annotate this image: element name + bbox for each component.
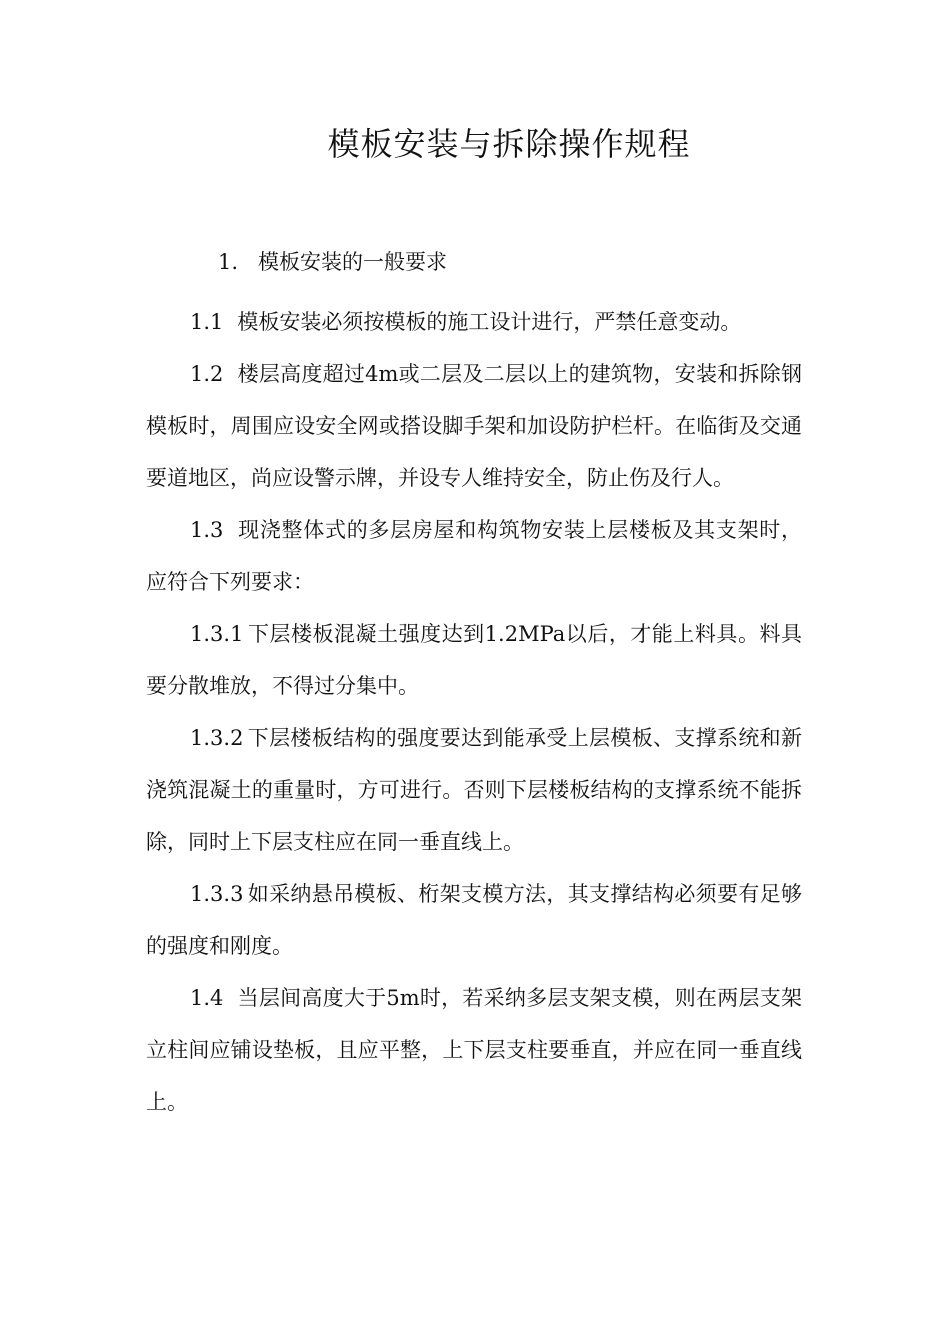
paragraph-1-1 xyxy=(146,296,802,348)
paragraph-number: 1.3 xyxy=(190,518,224,542)
paragraph-number: 1.1 xyxy=(190,310,224,334)
paragraph-text: 如采纳悬吊模板、桁架支模方法，其支撑结构必须要有足够的强度和刚度。 xyxy=(146,882,802,958)
paragraph-number: 1.4 xyxy=(190,986,224,1010)
paragraph-1-4 xyxy=(146,972,802,1128)
paragraph-text: 模板安装必须按模板的施工设计进行，严禁任意变动。 xyxy=(237,310,742,334)
document-body xyxy=(146,296,802,1128)
section-heading xyxy=(218,246,447,278)
paragraph-number: 1.3.2 xyxy=(190,726,244,750)
paragraph-1-2 xyxy=(146,348,802,504)
paragraph-1-3 xyxy=(146,504,802,608)
document-title: 模板安装与拆除操作规程 xyxy=(327,125,691,163)
section-number: 1. xyxy=(218,250,239,274)
paragraph-1-3-3 xyxy=(146,868,802,972)
paragraph-number: 1.2 xyxy=(190,362,224,386)
paragraph-text: 当层间高度大于5m时，若采纳多层支架支模，则在两层支架立柱间应铺设垫板，且应平整，上下层支柱要垂直，并应在同一垂直线上。 xyxy=(146,986,802,1114)
paragraph-text: 下层楼板混凝土强度达到1.2MPa以后，才能上料具。料具要分散堆放，不得过分集中。 xyxy=(146,622,802,698)
paragraph-text: 下层楼板结构的强度要达到能承受上层模板、支撑系统和新浇筑混凝土的重量时，方可进行。否则下层楼板结构的支撑系统不能拆除，同时上下层支柱应在同一垂直线上。 xyxy=(146,726,802,854)
paragraph-text: 楼层高度超过4m或二层及二层以上的建筑物，安装和拆除钢模板时，周围应设安全网或搭设脚手架和加设防护栏杆。在临街及交通要道地区，尚应设警示牌，并设专人维持安全，防止伤及行人。 xyxy=(146,362,802,490)
paragraph-number: 1.3.3 xyxy=(190,882,244,906)
section-title: 模板安装的一般要求 xyxy=(258,250,448,274)
paragraph-1-3-2 xyxy=(146,712,802,868)
paragraph-text: 现浇整体式的多层房屋和构筑物安装上层楼板及其支架时，应符合下列要求： xyxy=(146,518,802,594)
paragraph-number: 1.3.1 xyxy=(190,622,244,646)
paragraph-1-3-1 xyxy=(146,608,802,712)
